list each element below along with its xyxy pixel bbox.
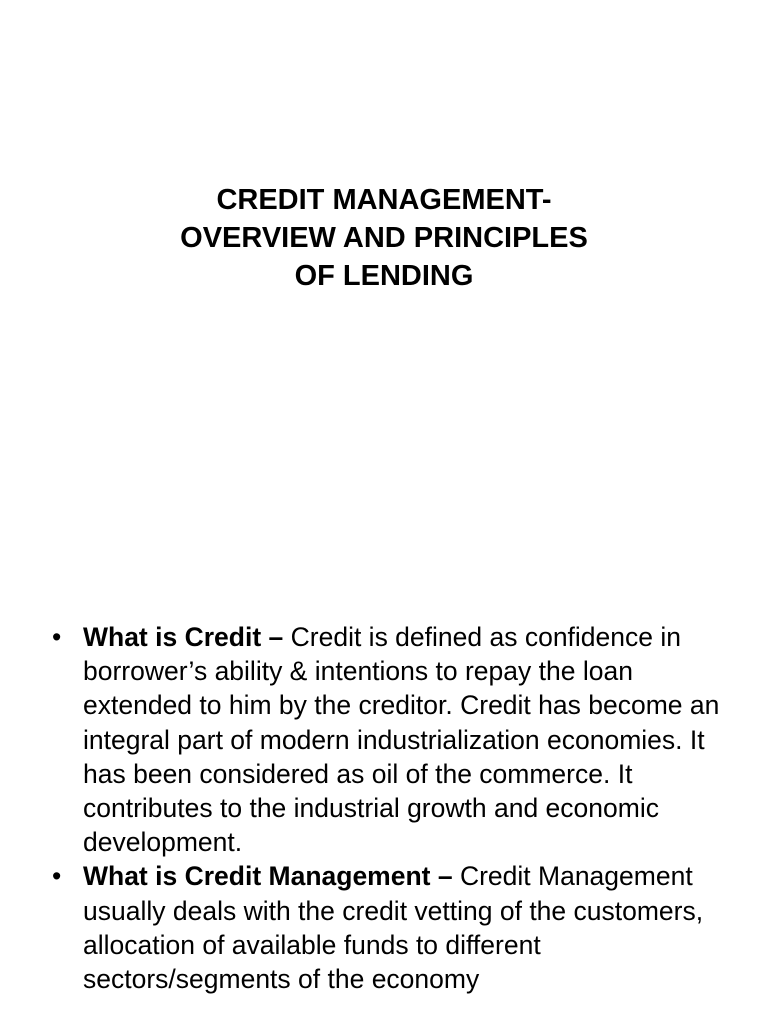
bullet-text: Credit is defined as confidence in borrower’s ability & intentions to repay the loan extended to him by the creditor. Credit has become an integral part of modern industrialization economies. It has been considered as oil of the commerce. It contributes to the industrial growth and economic development. bbox=[83, 622, 720, 858]
bullet-list bbox=[0, 620, 768, 996]
bullet-heading: What is Credit – bbox=[83, 622, 284, 652]
bullet-text: Credit Management usually deals with the credit vetting of the customers, allocation of available funds to different sectors/segments of the economy bbox=[83, 861, 704, 995]
bullet-icon: • bbox=[52, 861, 62, 892]
bullet-item-credit bbox=[0, 620, 768, 859]
page-title: CREDIT MANAGEMENT- OVERVIEW AND PRINCIPLES OF LENDING bbox=[180, 184, 588, 292]
bullet-heading: What is Credit Management – bbox=[83, 861, 453, 892]
bullet-icon: • bbox=[52, 622, 62, 652]
bullet-item-credit-management bbox=[0, 859, 768, 996]
